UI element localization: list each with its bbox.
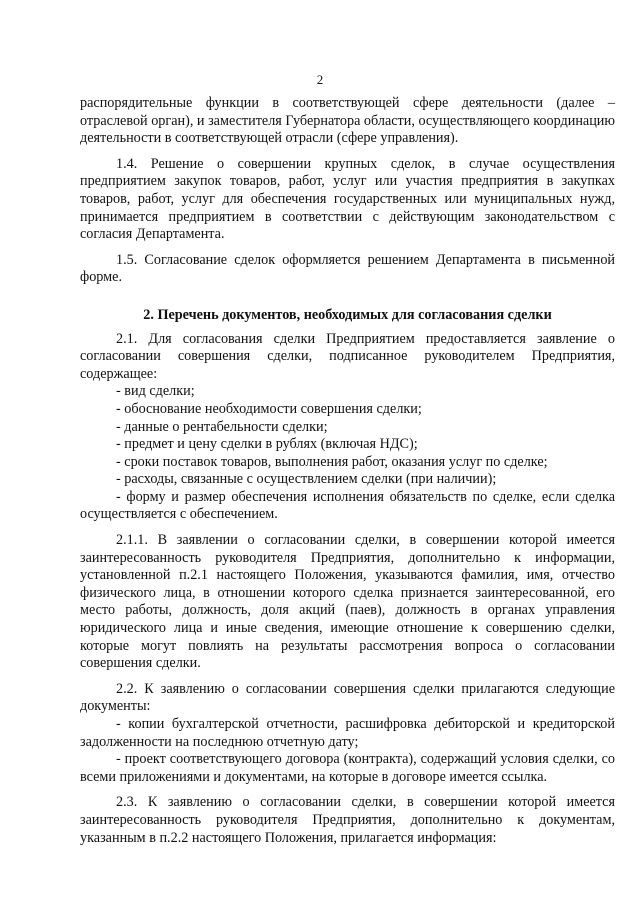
paragraph-2-2: 2.2. К заявлению о согласовании совершения сделки прилагаются следующие документы: — [80, 680, 615, 715]
list-item: - копии бухгалтерской отчетности, расшифровка дебиторской и кредиторской задолженности на последнюю отчетную дату; — [80, 716, 615, 750]
list-item: - проект соответствующего договора (контракта), содержащий условия сделки, со всеми приложениями и документами, на которые в договоре имеется ссылка. — [80, 751, 615, 785]
paragraph-2-3: 2.3. К заявлению о согласовании сделки, в совершении которой имеется заинтересованность руководителя Предприятия, дополнительно к документам, указанным в п.2.2 настоящего Положения, прилагается информация: — [80, 794, 615, 846]
page-number: 2 — [316, 72, 324, 87]
paragraph-2-1-1: 2.1.1. В заявлении о согласовании сделки, в совершении которой имеется заинтересованность руководителя Предприятия, дополнительно к информации, установленной п.2.1 настоящего Положения, указываются фамилия, имя, отчество физического лица, в отношении которого сделка признается заинтересованной, его место работы, должность, доля акций (паев), должность в органах управления юридического лица и иные сведения, имеющие отношение к совершению сделки, которые могут повлиять на результаты рассмотрения вопроса о согласовании совершения сделки. — [80, 532, 615, 672]
section-heading-2: 2. Перечень документов, необходимых для согласования сделки — [143, 306, 552, 323]
paragraph-2-1: 2.1. Для согласования сделки Предприятием предоставляется заявление о согласовании совершения сделки, подписанное руководителем Предприятия, содержащее: — [80, 330, 615, 382]
paragraph-1-5: 1.5. Согласование сделок оформляется решением Департамента в письменной форме. — [80, 251, 615, 286]
paragraph-1-4: 1.4. Решение о совершении крупных сделок, в случае осуществления предприятием закупок товаров, работ, услуг или участия предприятия в закупках товаров, работ, услуг для обеспечения государственных или муниципальных нужд, принимается предприятием в соответствии с действующим законодательством с согласия Департамента. — [80, 155, 615, 243]
list-item: - вид сделки; — [116, 383, 195, 400]
list-item: - сроки поставок товаров, выполнения работ, оказания услуг по сделке; — [116, 453, 548, 470]
list-item: - предмет и цену сделки в рублях (включая НДС); — [116, 436, 418, 453]
list-item: - обоснование необходимости совершения сделки; — [116, 400, 422, 417]
list-item-last: - форму и размер обеспечения исполнения обязательств по сделке, если сделка осуществляется с обеспечением. — [80, 488, 615, 523]
paragraph-continuation: распорядительные функции в соответствующей сфере деятельности (далее – отраслевой орган), и заместителя Губернатора области, осуществляющего координацию деятельности в соответствующей отрасли (сфере управления). — [80, 95, 615, 147]
list-item: - расходы, связанные с осуществлением сделки (при наличии); — [116, 471, 497, 488]
document-body — [80, 95, 615, 847]
list-item: - данные о рентабельности сделки; — [116, 418, 328, 435]
